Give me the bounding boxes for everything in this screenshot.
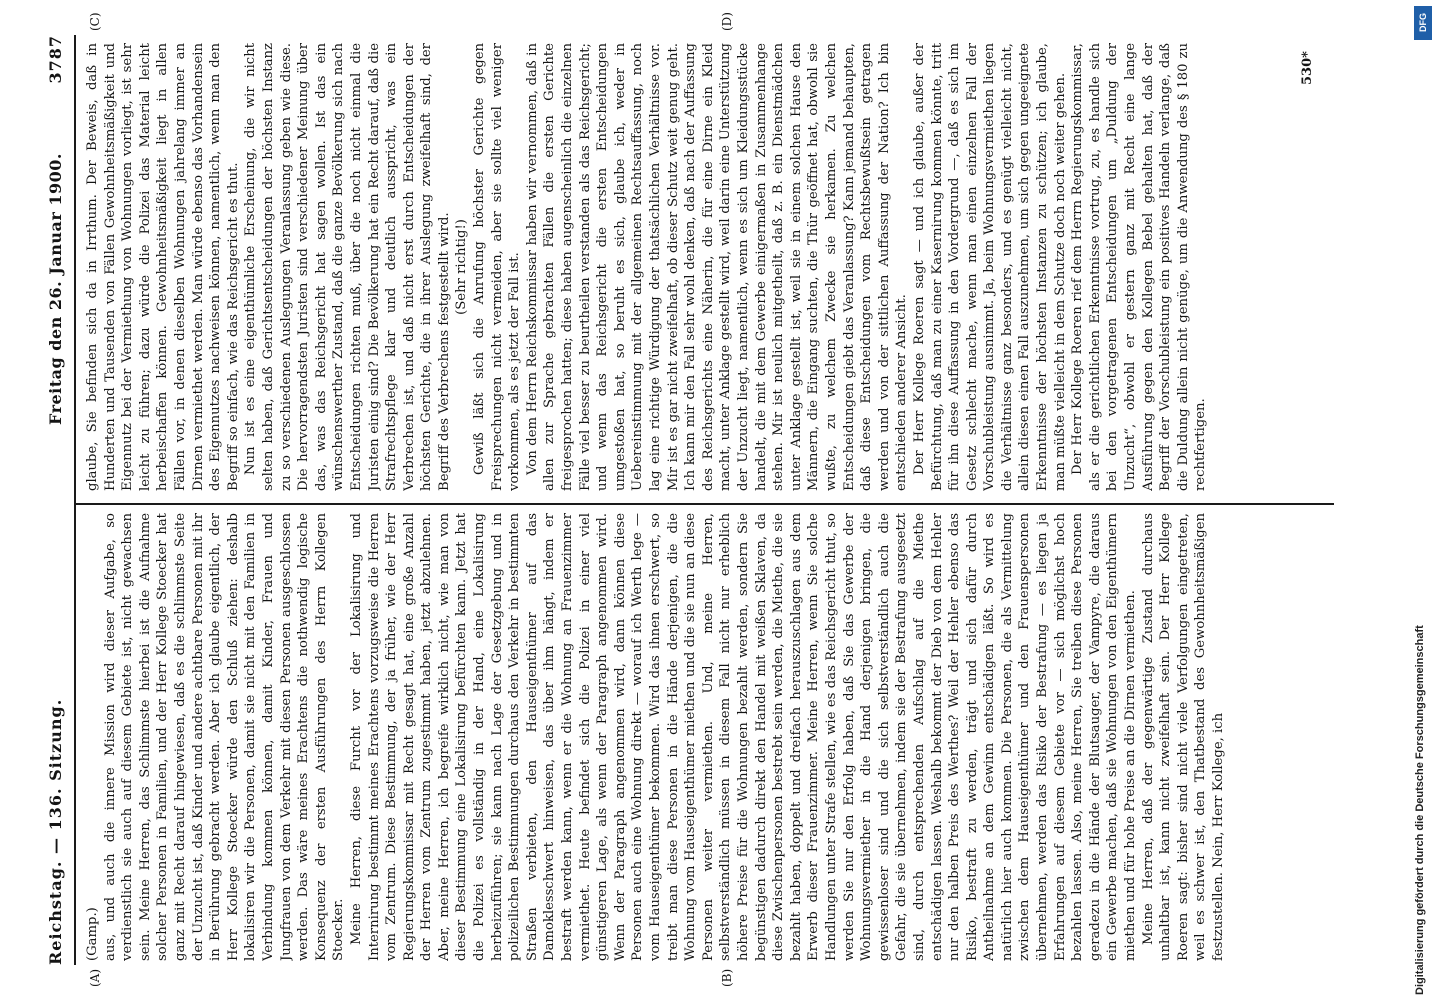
paragraph: aus, und auch die innere Mission wird dieser Aufgabe, so verdienstlich sie auch auf diesem Gebiete ist, nicht gewachsen sein. Meine Herren, das Schlimmste hierbei ist die Aufnahme solcher Personen in Familien, und der Herr Kollege Stoecker hat ganz mit Recht darauf hingewiesen, daß es die schlimmste Seite der Unzucht ist, daß Kinder und andere achtbare Personen mit ihr in Berührung gebracht werden. Aber ich glaube eigentlich, der Herr Kollege Stoecker würde den Schluß ziehen: deshalb lokalisiren wir die Personen, damit sie nicht mit den Familien in Verbindung kommen können, damit Kinder, Frauen und Jungfrauen von dem Verkehr mit diesen Personen ausgeschlossen werden. Das wäre meines Erachtens die nothwendig logische Konsequenz der ersten Ausführungen des Herrn Kollegen Stoecker. [102,513,347,961]
paragraph: Nun ist es eine eigenthümliche Erscheinung, die wir nicht selten haben, daß Gerichtsentscheidungen der höchsten Instanz zu so verschiedenen Auslegungen Veranlassung geben wie diese. Die hervorragendsten Juristen sind verschiedener Meinung über das, was das Reichsgericht hat sagen wollen. Ist das ein wünschenswerther Zustand, daß die ganze Bevölkerung sich nach Entscheidungen richten muß, über die noch nicht einmal die Juristen einig sind? Die Bevölkerung hat ein Recht darauf, daß die Strafrechtspflege klar und deutlich ausspricht, was ein Verbrechen ist, und daß nicht erst durch Entscheidungen der höchsten Gerichte, die in ihrer Auslegung zweifelhaft sind, der Begriff des Verbrechens festgestellt wird. [243,43,452,491]
header-session: Reichstag. — 136. Sitzung. [46,698,65,965]
right-column [84,43,1334,491]
left-column [84,513,1334,961]
margin-marker-d: (D) [720,12,734,31]
interjection: (Sehr richtig!) [454,219,470,315]
column-divider [74,503,1334,505]
margin-marker-b: (B) [720,968,734,987]
paragraph: glaube, Sie befinden sich da in Irrthum. Der Beweis, daß in Hunderten und Tausenden von Fällen Gewohnheitsmäßigkeit und Eigennutz bei der Vermiethung von Wohnungen vorliegt, ist sehr leicht zu führen; dazu würde die Polizei das Material leicht herbeischaffen können. Gewohnheitsmäßigkeit liegt in allen Fällen vor, in denen dieselben Wohnungen jahrelang immer an Dirnen vermiethet werden. Man würde ebenso das Vorhandensein des Eigennutzes nachweisen können, namentlich, wenn man den Begriff so einfach, wie das Reichsgericht es thut. [85,43,241,491]
paragraph: Gewiß läßt sich die Anrufung höchster Gerichte gegen Freisprechungen nicht vermeiden, aber sie sollte viel weniger vorkommen, als es jetzt der Fall ist. [472,43,523,491]
rotated-page [0,5,1408,995]
header-rule [74,35,76,965]
paragraph: Der Herr Kollege Roeren rief dem Herrn Regierungskommissar, als er die gerichtlichen Erkenntnisse vortrug, zu, es handle sich bei den vorgetragenen Entscheidungen um „Duldung der Unzucht“, obwohl er gestern ganz mit Recht eine lange Ausführung gegen den Kollegen Bebel gehalten hat, daß der Begriff der Vorschubleistung ein positives Handeln verlange, daß die Duldung allein nicht genüge, um die Anwendung des § 180 zu rechtfertigen. [1070,43,1209,491]
dfg-logo: DFG [1414,6,1432,40]
header-date: Freitag den 26. Januar 1900. [46,153,65,425]
paragraph: Der Herr Kollege Roeren sagt — und ich glaube, außer der Befürchtung, daß man zu einer Kasernirung kommen könnte, tritt für ihn diese Auffassung in den Vordergrund —, daß es sich im Gesetz schlecht mache, wenn man einen einzelnen Fall der Vorschubleistung ausnimmt. Ja, beim Wohnungsvermiethen liegen die Verhältnisse ganz besonders, und es genügt vielleicht nicht, allein diesen einen Fall auszunehmen, um sich gegen ungeeignete Erkenntnisse der höchsten Instanzen zu schützen; ich glaube, man müßte vielleicht in dem Schutze doch noch weiter gehen. [911,43,1068,491]
paragraph: Von dem Herrn Reichskommissar haben wir vernommen, daß in allen zur Sprache gebrachten Fällen die ersten Gerichte freigesprochen hatten; diese haben augenscheinlich die einzelnen Fälle viel besser zu beurtheilen verstanden als das Reichsgericht; und wenn das Reichsgericht die ersten Entscheidungen umgestoßen hat, so beruht es sich, glaube ich, weder in Uebereinstimmung mit der allgemeinen Rechtsauffassung, noch lag eine richtige Würdigung der thatsächlichen Verhältnisse vor. Mir ist es gar nicht zweifelhaft, ob dieser Schutz weit genug geht. Ich kann mir den Fall sehr wohl denken, daß nach der Auffassung des Reichsgerichts eine Näherin, die für eine Dirne ein Kleid macht, unter Anklage gestellt wird, weil darin eine Unterstützung der Unzucht liegt, namentlich, wenn es sich um Kleidungsstücke handelt, die mit dem Gewerbe einigermaßen in Zusammenhange stehen. Mir ist neulich mitgetheilt, daß z. B. ein Dienstmädchen unter Anklage gestellt ist, weil sie in einem solchen Hause den Männern, die Eingang suchten, die Thür geöffnet hat, obwohl sie wußte, zu welchem Zwecke sie herkamen. Zu welchen Entscheidungen giebt das Veranlassung? Kann jemand behaupten, daß diese Entscheidungen vom Rechtsbewußtsein getragen werden und von der sittlichen Auffassung der Nation? Ich bin entschieden anderer Ansicht. [524,43,910,491]
paragraph: Meine Herren, daß der gegenwärtige Zustand durchaus unhaltbar ist, kann nicht zweifelhaft sein. Der Herr Kollege Roeren sagt: bisher sind nicht viele Verfolgungen eingetreten, weil es schwer ist, den Thatbestand des Gewohnheitsmäßigen festzustellen. Nein, Herr Kollege, ich [1140,513,1226,961]
digitization-note: Digitalisierung gefördert durch die Deutsche Forschungsgemeinschaft [1414,625,1426,995]
margin-marker-a: (A) [88,968,102,987]
page-header [40,35,72,965]
margin-marker-c: (C) [88,12,102,31]
signature-mark: 530* [1300,51,1315,85]
header-page-number: 3787 [46,35,65,84]
paragraph: Meine Herren, diese Furcht vor der Lokalisirung und Internirung bestimmt meines Erachtens vorzugsweise die Herren vom Zentrum. Diese Bestimmung, der ja früher, wie der Herr Regierungskommissar mit Recht gesagt hat, eine große Anzahl der Herren vom Zentrum zugestimmt haben, jetzt abzulehnen. Aber, meine Herren, ich begreife wirklich nicht, wie man von dieser Bestimmung eine Lokalisirung befürchten kann. Jetzt hat die Polizei es vollständig in der Hand, eine Lokalisirung herbeizuführen; sie kann nach Lage der Gesetzgebung und in polizeilichen Bestimmungen durchaus den Verkehr in bestimmten Straßen verbieten, den Hauseigenthümer auf das Damoklesschwert hinweisen, das über ihm hängt, indem er bestraft werden kann, wenn er die Wohnung an Frauenzimmer vermiethet. Heute befindet sich die Polizei in einer viel günstigeren Lage, als wenn der Paragraph angenommen wird. Wenn der Paragraph angenommen wird, dann können diese Personen auch eine Wohnung direkt — worauf ich Werth lege — vom Hauseigenthümer bekommen. Wird das ihnen erschwert, so treibt man diese Personen in die Hände derjenigen, die die Wohnung vom Hauseigenthümer miethen und die sie nun an diese Personen weiter vermiethen. Und, meine Herren, selbstverständlich müssen in diesem Fall nicht nur erheblich höhere Preise für die Wohnungen bezahlt werden, sondern Sie begünstigen dadurch direkt den Handel mit weißen Sklaven, da diese Zwischenpersonen bestrebt sein werden, die Miethe, die sie bezahlt haben, doppelt und dreifach herauszuschlagen aus dem Erwerb dieser Frauenzimmer. Meine Herren, wenn Sie solche Handlungen unter Strafe stellen, wie es das Reichsgericht thut, so werden Sie nur den Erfolg haben, daß Sie das Gewerbe der Wohnungsvermiether in die Hand derjenigen bringen, die gewissenloser sind und die sich selbstverständlich auch die Gefahr, die sie übernehmen, indem sie der Bestrafung ausgesetzt sind, durch entsprechenden Aufschlag auf die Miethe entschädigen lassen. Weshalb bekommt der Dieb von dem Hehler nur den halben Preis des Werthes? Weil der Hehler ebenso das Risiko, bestraft zu werden, trägt und sich dafür durch Antheilnahme an dem Gewinn entschädigen läßt. So wird es natürlich hier auch kommen. Die Personen, die als Vermittelung zwischen dem Hauseigenthümer und den Frauenspersonen übernehmen, werden das Risiko der Bestrafung — es liegen ja Erfahrungen auf diesem Gebiete vor — sich möglichst hoch bezahlen lassen. Also, meine Herren, Sie treiben diese Personen geradezu in die Hände der Blutsauger, der Vampyre, die daraus ein Gewerbe machen, daß sie Wohnungen von den Eigenthümern miethen und für hohe Preise an die Dirnen vermiethen. [348,513,1139,961]
speaker-label: (Gamp.) [85,907,100,961]
